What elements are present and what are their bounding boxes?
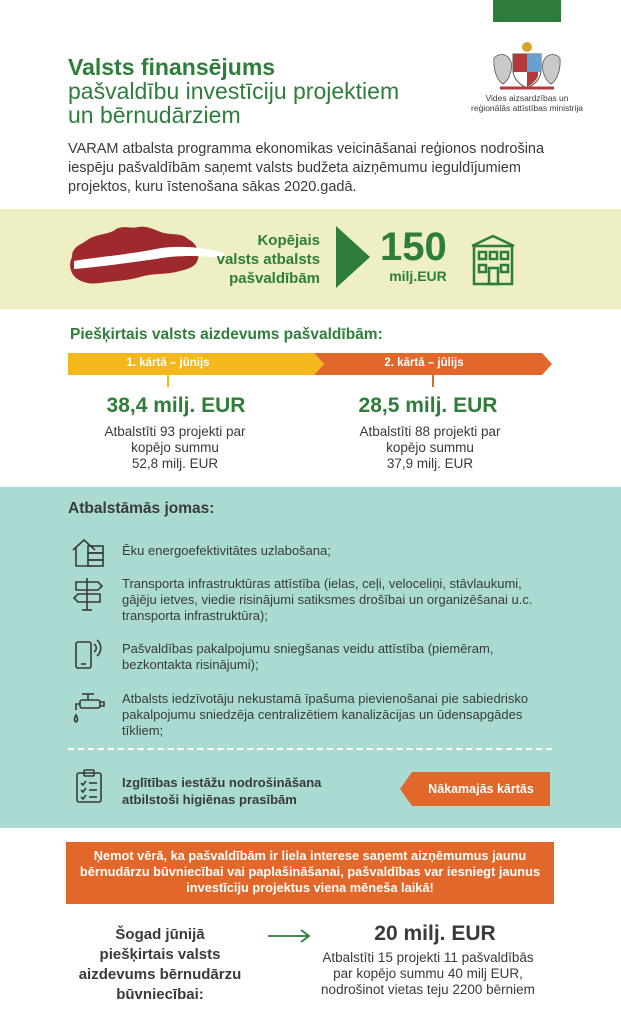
coat-of-arms-icon (490, 40, 564, 92)
area-item-transport: Transporta infrastruktūras attīstība (ielas, ceļi, veloceliņi, stāvlaukumi, gājēju ietves, viedie risinājumi satiksmes drošībai un organizēšanai u.c. transporta infrastruktūra); (122, 576, 533, 623)
total-support-label: Kopējais valsts atbalsts pašvaldībām (216, 232, 320, 287)
arrow-right-icon (268, 928, 312, 944)
kindergarten-amount: 20 milj. EUR (374, 922, 496, 945)
phase-2-amount: 28,5 milj. EUR (358, 394, 498, 417)
page-title-line2: pašvaldību investīciju projektiem (68, 78, 400, 104)
total-amount: 150 (380, 225, 447, 269)
loan-heading: Piešķirtais valsts aizdevums pašvaldībām: (70, 326, 383, 343)
kindergarten-details: Atbalstīti 15 projekti 11 pašvaldībās par kopējo summu 40 milj EUR, nodrošinot vietas teju 2200 bērniem (321, 950, 535, 997)
page-title-line3: un bērnudārziem (68, 102, 241, 128)
page-title: Valsts finansējums (68, 54, 276, 80)
next-round-item: Izglītības iestāžu nodrošināšana atbilstoši higiēnas prasībām (122, 775, 322, 807)
phase-2-details: Atbalstīti 88 projekti par kopējo summu 37,9 milj. EUR (359, 424, 501, 471)
intro-text: VARAM atbalsta programma ekonomikas veicināšanai reģionos nodrošina iespēju pašvaldībām saņemt valsts budžeta aizņēmumu ieguldījumiem projektos, kuru īstenošana sākas 2020.gadā. (68, 141, 545, 195)
phase-1-label: 1. kārtā – jūnijs (126, 357, 210, 369)
phase-1-details: Atbalstīti 93 projekti par kopējo summu 52,8 milj. EUR (104, 424, 246, 471)
area-item-utilities: Atbalsts iedzīvotāju nekustamā īpašuma pievienošanai pie sabiedrisko pakalpojumu sniedzēja centralizētiem kanalizācijas un ūdensapgādes tīkliem; (122, 691, 529, 738)
areas-heading: Atbalstāmās jomas: (68, 500, 215, 517)
phase-2-label: 2. kārtā – jūlijs (384, 357, 464, 369)
tap-icon (70, 690, 106, 726)
phone-icon (70, 634, 106, 670)
dashed-divider (68, 748, 552, 750)
total-unit: milj.EUR (389, 268, 447, 284)
area-item-energy: Ēku energoefektivitātes uzlabošana; (122, 543, 331, 558)
kindergarten-label: Šogad jūnijā piešķirtais valsts aizdevums bērnudārzu būvniecībai: (78, 926, 242, 1003)
ministry-name: Vides aizsardzības un reģionālās attīstības ministrija (471, 93, 583, 113)
next-rounds-label: Nākamajās kārtās (428, 782, 534, 796)
chevron-right-icon (336, 226, 370, 288)
clipboard-icon (72, 768, 108, 804)
signpost-icon (70, 576, 106, 612)
phase-2-tick (432, 375, 434, 387)
building-icon (468, 232, 518, 286)
area-item-services: Pašvaldības pakalpojumu sniegšanas veidu attīstība (piemēram, bezkontakta risinājumi); (122, 641, 494, 672)
notice-text: Ņemot vērā, ka pašvaldībām ir liela interese saņemt aizņēmumus jaunu bērnudārzu būvniecībai vai paplašināšanai, pašvaldības var iesniegt jaunus investīciju projektus viena mēneša laikā! (79, 848, 541, 895)
phase-1-tick (167, 375, 169, 387)
house-icon (70, 534, 106, 570)
top-accent-bar (493, 0, 561, 22)
phase-1-amount: 38,4 milj. EUR (106, 394, 246, 417)
